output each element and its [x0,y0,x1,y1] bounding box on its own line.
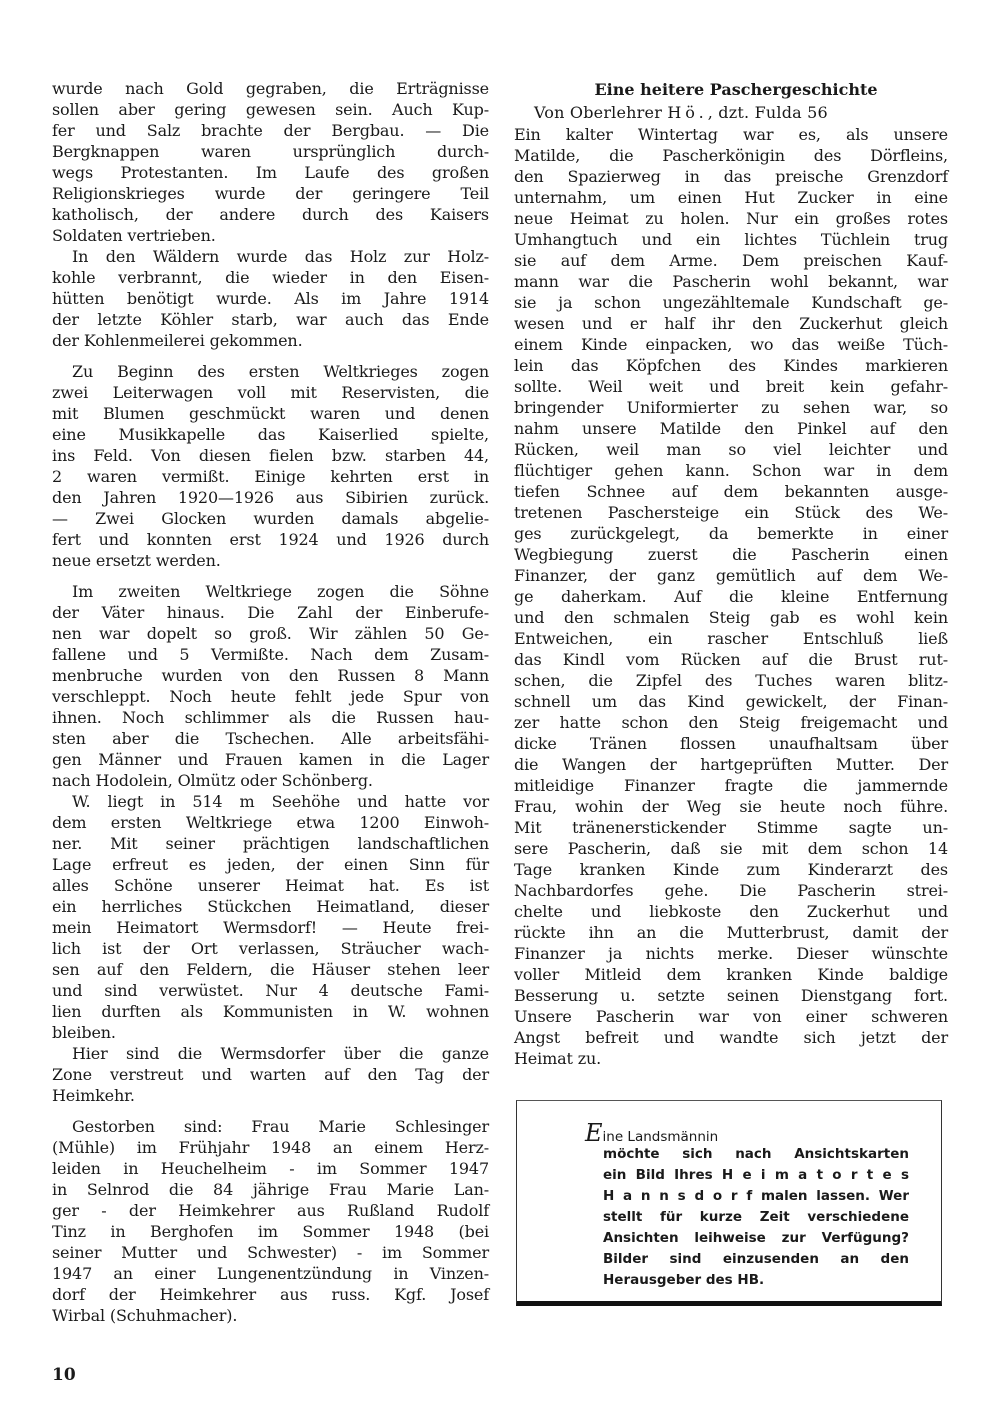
text-line: nahm unsere Matilde den Pinkel auf den [514,419,948,438]
text-line: dem ersten Weltkriege etwa 1200 Einwoh- [52,813,489,832]
text-line: ger - der Heimkehrer aus Rußland Rudolf [52,1201,489,1220]
text-line: fert und konnten erst 1924 und 1926 durch [52,530,489,549]
text-line: Angst befreit und wandte sich jetzt der [514,1028,948,1047]
text-line: voller Mitleid dem kranken Kinde baldige [514,965,948,984]
text-line: dicke Tränen flossen unaufhaltsam über [514,734,948,753]
text-line: in Selnrod die 84 jährige Frau Marie Lan- [52,1180,489,1199]
text-line: ner. Mit seiner prächtigen landschaftlichen [52,834,489,853]
text-line: Religionskrieges wurde der geringere Teil [52,184,489,203]
text-line: Wirbal (Schuhmacher). [52,1306,238,1325]
text-line: die Wangen der hartgeprüften Mutter. Der [514,755,948,774]
text-line: 1947 an einer Lungenentzündung in Vinzen- [52,1264,489,1283]
text-line: den Spazierweg in das preische Grenzdorf [514,167,948,186]
text-line: Heimkehr. [52,1086,135,1105]
paragraph [52,78,489,246]
paragraph [52,1043,489,1106]
notice-first-text: ine Landsmännin [602,1129,719,1145]
paragraph [52,581,489,791]
text-line: Frau, wohin der Weg sie heute noch führe. [514,797,948,816]
text-line: Rücken, weil man so viel leichter und [514,440,948,459]
notice-initial: E [585,1119,603,1147]
text-line: tiefen Schnee auf dem bekannten ausge- [514,482,948,501]
text-line: W. liegt in 514 m Seehöhe und hatte vor [72,792,489,811]
text-line: Hier sind die Wermsdorfer über die ganze [72,1044,489,1063]
text-line: Finanzer, der ganz gemütlich auf dem We- [514,566,948,585]
text-line: mein Heimatort Wermsdorf! — Heute frei- [52,918,489,937]
notice-line: möchte sich nach Ansichtskarten [603,1146,909,1162]
text-line: Soldaten vertrieben. [52,226,216,245]
notice-line: Bilder sind einzusenden an den [603,1251,909,1267]
byline-author: Hö. [667,103,708,122]
notice-line: Ansichten leihweise zur Verfügung? [603,1230,909,1246]
text-line: (Mühle) im Frühjahr 1948 an einem Herz- [52,1138,489,1157]
text-line: zer hatte schon den Steig freigemacht und [514,713,948,732]
text-line: nen war dopelt so groß. Wir zählen 50 Ge- [52,624,489,643]
text-line: sten aber die Tschechen. Alle arbeitsfähi- [52,729,489,748]
right-column [514,78,948,1069]
article-title: Eine heitere Paschergeschichte [594,80,878,99]
text-line: lien durften als Kommunisten in W. wohnen [52,1002,489,1021]
paragraph [52,246,489,351]
text-line: neue Heimat zu holen. Nur ein großes rotes [514,209,948,228]
text-line: ihnen. Noch schlimmer als die Russen hau- [52,708,489,727]
article-body [514,124,948,1069]
text-line: Ein kalter Wintertag war es, als unsere [514,125,948,144]
paragraph [514,124,948,1069]
text-line: kohle verbrannt, die wieder in den Eisen- [52,268,489,287]
text-line: schen, die Zipfel des Tuches waren blitz- [514,671,948,690]
notice-line: stellt für kurze Zeit verschiedene [603,1209,909,1225]
text-line: ges zurückgelegt, da bemerkte in einer [514,524,948,543]
text-line: gen Männer und Frauen kamen in die Lager [52,750,489,769]
text-line: bringender Uniformierter zu sehen war, so [514,398,948,417]
text-line: wurde nach Gold gegraben, die Erträgnisse [52,79,489,98]
text-line: den Jahren 1920—1926 aus Sibirien zurück. [52,488,489,507]
text-line: sere Pascherin, daß sie mit dem schon 14 [514,839,948,858]
text-line: bleiben. [52,1023,116,1042]
text-line: Tinz in Berghofen im Sommer 1948 (bei [52,1222,489,1241]
text-line: der Väter hinaus. Die Zahl der Einberufe- [52,603,489,622]
article-byline [514,102,948,124]
text-line: ins Feld. Von diesen fielen bzw. starben 44, [52,446,489,465]
text-line: Nachbardorfes gehe. Die Pascherin strei- [514,881,948,900]
byline-prefix: Von Oberlehrer [534,103,663,122]
text-line: ge daherkam. Auf die kleine Entfernung [514,587,948,606]
text-line: lich ist der Ort verlassen, Sträucher wach- [52,939,489,958]
text-line: schnell um das Kind gewickelt, der Finan- [514,692,948,711]
notice-text [585,1119,909,1291]
text-line: alles Schöne unserer Heimat hat. Es ist [52,876,489,895]
text-line: Entweichen, ein rascher Entschluß ließ [514,629,948,648]
text-line: Gestorben sind: Frau Marie Schlesinger [72,1117,489,1136]
text-line: wesen und er half ihr den Zuckerhut gleich [514,314,948,333]
text-line: Besserung u. setzte seinen Dienstgang fort. [514,986,948,1005]
text-line: sollen aber gering gewesen sein. Auch Kup- [52,100,489,119]
text-line: seiner Mutter und Schwester) - im Sommer [52,1243,489,1262]
notice-box [516,1100,942,1306]
text-line: und den schmalen Steig gab es wohl kein [514,608,948,627]
text-line: katholisch, der andere durch des Kaisers [52,205,489,224]
notice-first-line [585,1119,909,1147]
text-line: dorf der Heimkehrer aus russ. Kgf. Josef [52,1285,489,1304]
text-line: flüchtiger gehen kann. Schon war in dem [514,461,948,480]
text-line: 2 waren vermißt. Einige kehrten erst in [52,467,489,486]
page-number: 10 [52,1365,76,1385]
paragraph [52,1116,489,1326]
text-line: chelte und liebkoste den Zuckerhut und [514,902,948,921]
byline-suffix: , dzt. Fulda 56 [707,103,828,122]
paragraph [52,361,489,571]
text-line: sollte. Weil weit und breit kein gefahr- [514,377,948,396]
text-line: ein herrliches Stückchen Heimatland, dieser [52,897,489,916]
text-line: nach Hodolein, Olmütz oder Schönberg. [52,771,373,790]
text-line: fer und Salz brachte der Bergbau. — Die [52,121,489,140]
text-line: mit Blumen geschmückt waren und denen [52,404,489,423]
text-line: menbruche wurden von den Russen 8 Mann [52,666,489,685]
text-line: Finanzer ja nichts merke. Dieser wünschte [514,944,948,963]
notice-line: Herausgeber des HB. [603,1272,765,1288]
left-column [52,78,489,1326]
text-line: Bergknappen waren ursprünglich durch- [52,142,489,161]
text-line: In den Wäldern wurde das Holz zur Holz- [72,247,489,266]
text-line: fallene und 5 Vermißte. Nach dem Zusam- [52,645,489,664]
text-line: wegs Protestanten. Im Laufe des großen [52,163,489,182]
text-line: sie ja schon ungezähltemale Kundschaft ge- [514,293,948,312]
text-line: unternahm, um einen Hut Zucker in eine [514,188,948,207]
text-line: das Kindl vom Rücken auf die Brust rut- [514,650,948,669]
text-line: Zu Beginn des ersten Weltkrieges zogen [72,362,489,381]
paragraph [52,791,489,1043]
text-line: hütten benötigt wurde. Als im Jahre 1914 [52,289,489,308]
text-line: zwei Leiterwagen voll mit Reservisten, die [52,383,489,402]
text-line: Im zweiten Weltkriege zogen die Söhne [72,582,489,601]
text-line: und sind verwüstet. Nur 4 deutsche Fami- [52,981,489,1000]
text-line: verschleppt. Noch heute fehlt jede Spur von [52,687,489,706]
text-line: tretenen Paschersteige ein Stück des We- [514,503,948,522]
text-line: der letzte Köhler starb, war auch das Ende [52,310,489,329]
text-line: Lage erfreut es jeden, der einen Sinn für [52,855,489,874]
text-line: eine Musikkapelle das Kaiserlied spielte, [52,425,489,444]
notice-line: H a n n s d o r f malen lassen. Wer [603,1188,909,1204]
text-line: neue ersetzt werden. [52,551,221,570]
notice-line: ein Bild Ihres H e i m a t o r t e s [603,1167,909,1183]
text-line: einem Kinde einpacken, wo das weiße Tüch- [514,335,948,354]
text-line: sen auf den Feldern, die Häuser stehen leer [52,960,489,979]
text-line: — Zwei Glocken wurden damals abgelie- [52,509,489,528]
text-line: Heimat zu. [514,1049,602,1068]
text-line: Unsere Pascherin war von einer schweren [514,1007,948,1026]
text-line: Matilde, die Pascherkönigin des Dörfleins, [514,146,948,165]
text-line: sie auf dem Arme. Dem preischen Kauf- [514,251,948,270]
text-line: Mit tränenerstickender Stimme sagte un- [514,818,948,837]
text-line: Umhangtuch und ein lichtes Tüchlein trug [514,230,948,249]
text-line: Zone verstreut und warten auf den Tag der [52,1065,489,1084]
text-line: Wegbiegung zuerst die Pascherin einen [514,545,948,564]
text-line: mitleidige Finanzer fragte die jammernde [514,776,948,795]
text-line: leiden in Heuchelheim - im Sommer 1947 [52,1159,489,1178]
text-line: lein das Köpfchen des Kindes markieren [514,356,948,375]
text-line: rückte ihn an die Mutterbrust, damit der [514,923,948,942]
text-line: mann war die Pascherin wohl bekannt, war [514,272,948,291]
text-line: Tage kranken Kinde zum Kinderarzt des [514,860,948,879]
text-line: der Kohlenmeilerei gekommen. [52,331,303,350]
